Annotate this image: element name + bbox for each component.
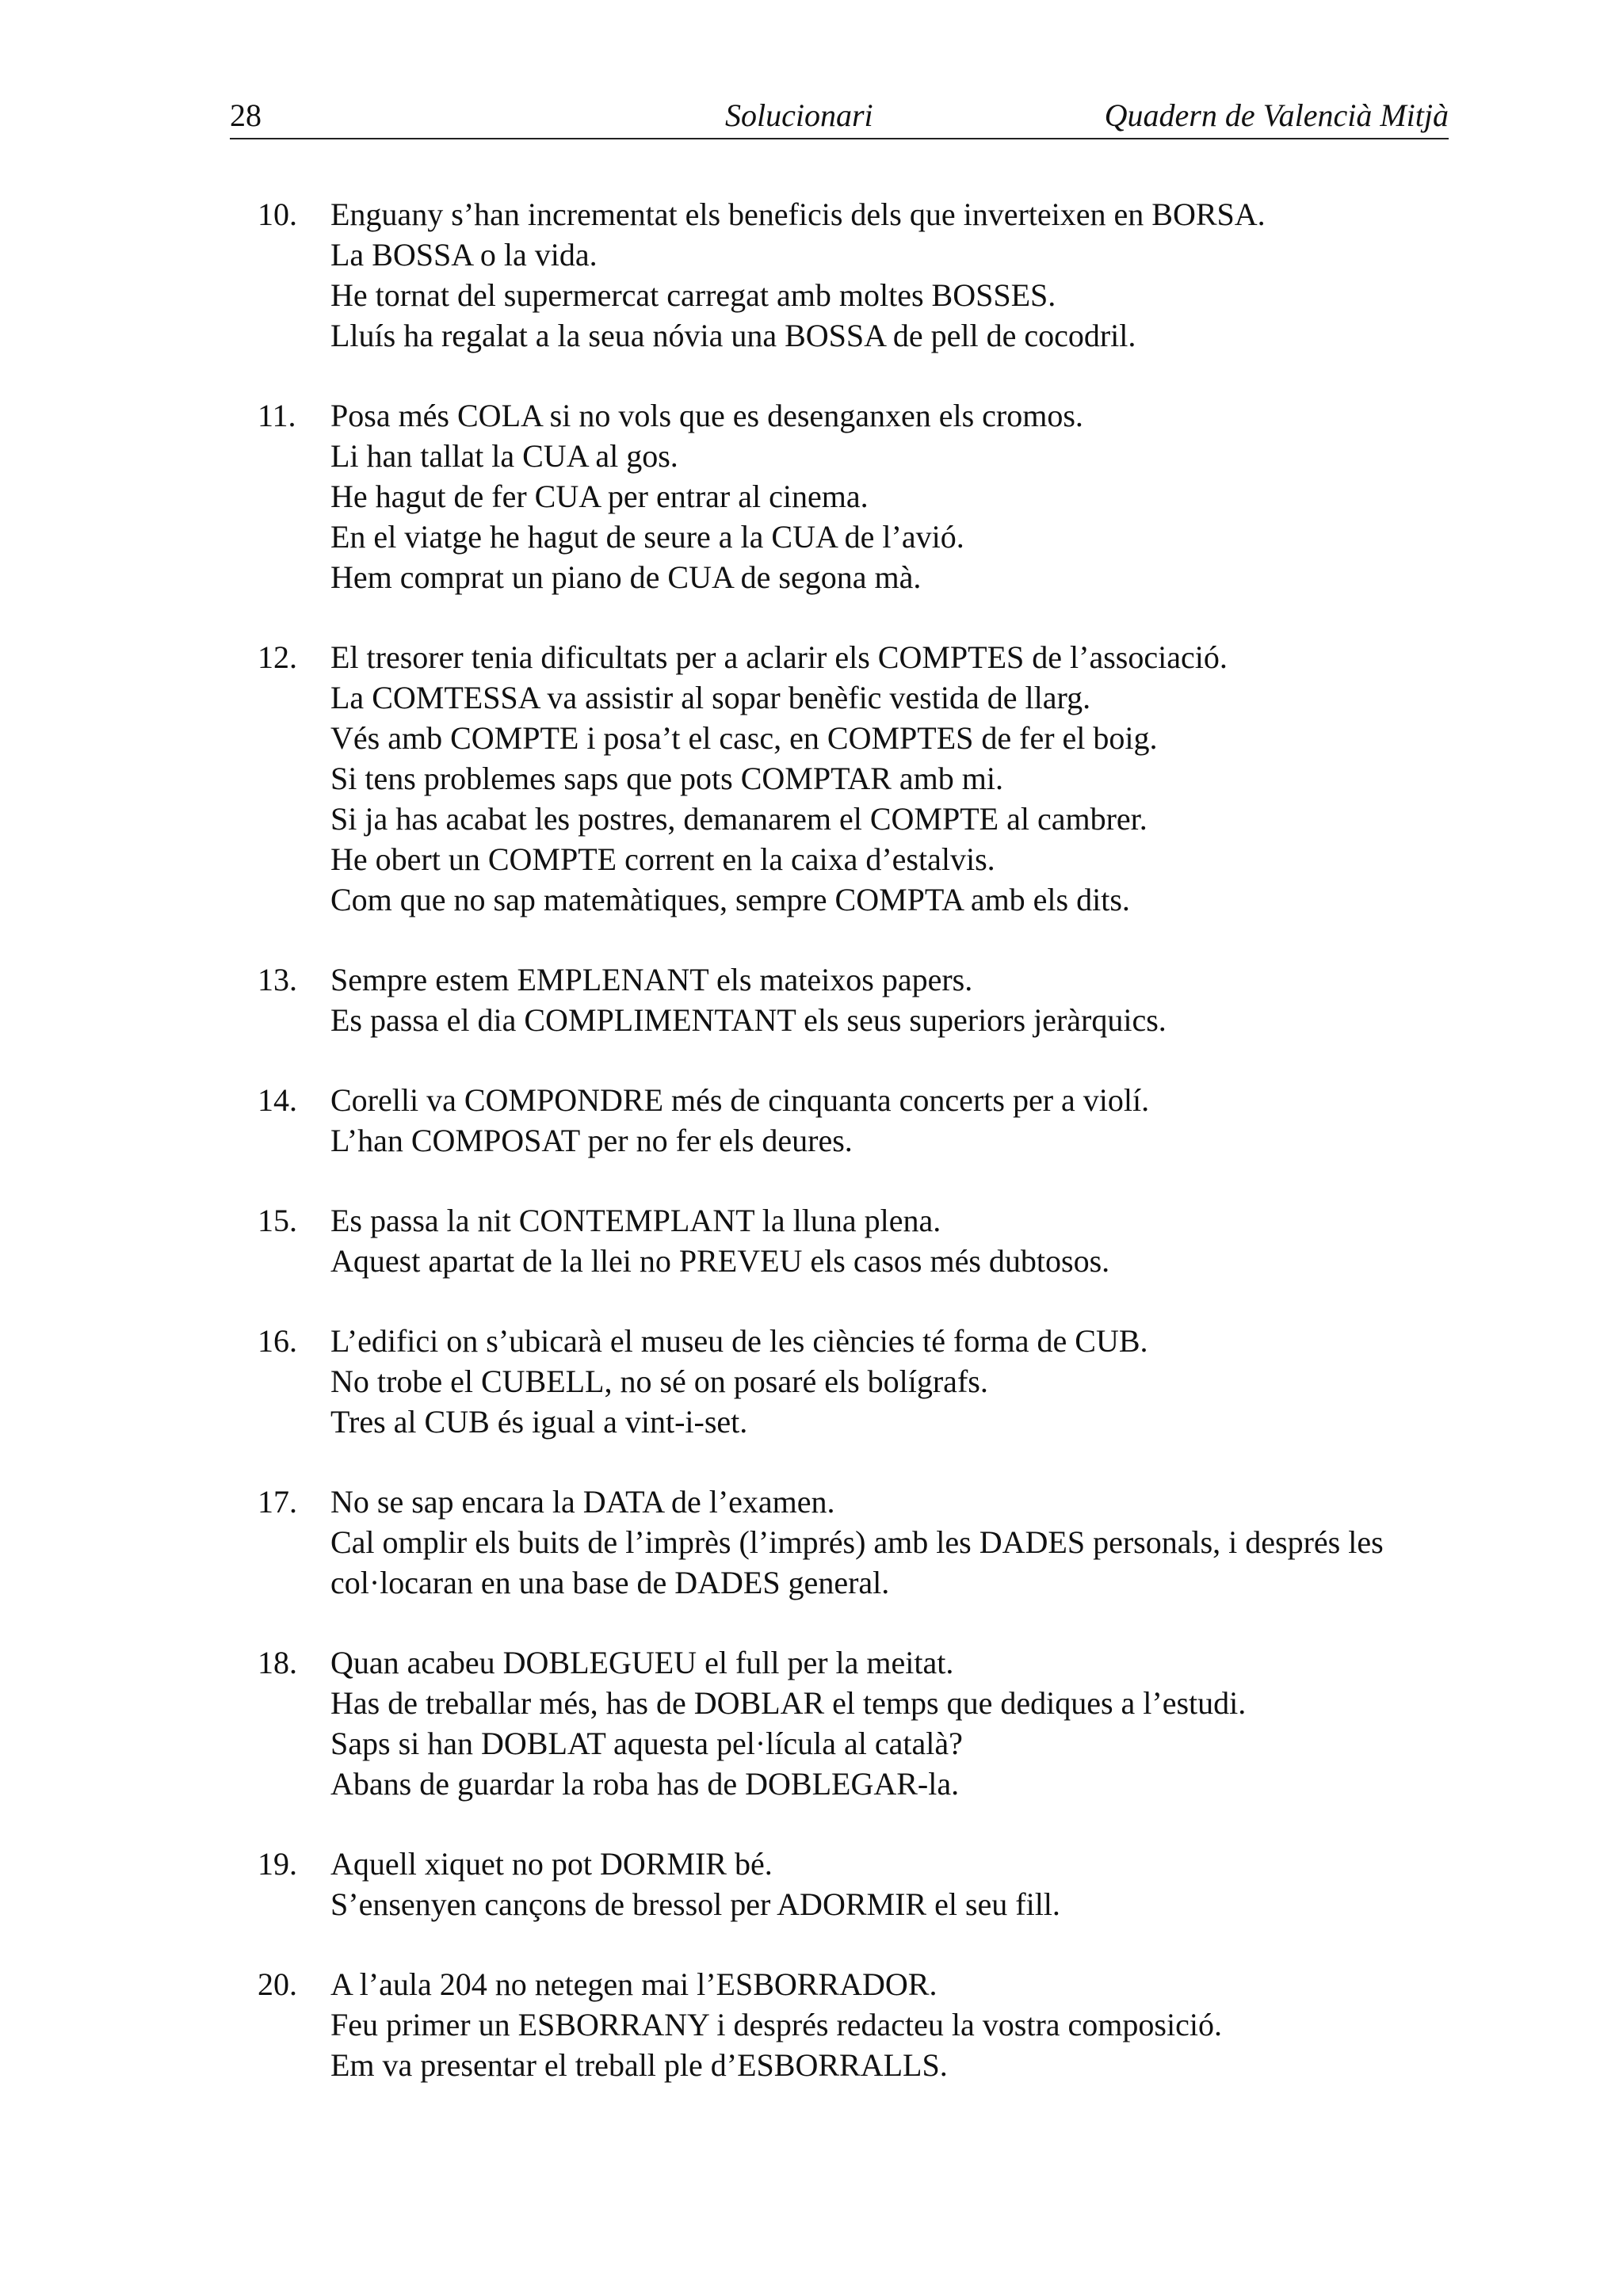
answer-sentence: En el viatge he hagut de seure a la CUA de l’avió. bbox=[330, 519, 964, 555]
answer-sentence: S’ensenyen cançons de bressol per ADORMIR el seu fill. bbox=[330, 1886, 1060, 1922]
answer-sentence: No se sap encara la DATA de l’examen. bbox=[330, 1484, 835, 1520]
answer-number: 19. bbox=[258, 1846, 297, 1882]
answer-sentence: Quan acabeu DOBLEGUEU el full per la meitat. bbox=[330, 1645, 954, 1680]
answer-sentence: L’edifici on s’ubicarà el museu de les ciències té forma de CUB. bbox=[330, 1323, 1148, 1359]
section-title: Solucionari bbox=[725, 97, 873, 133]
answer-item bbox=[258, 395, 1462, 597]
answer-sentence: He hagut de fer CUA per entrar al cinema. bbox=[330, 479, 869, 514]
answer-item bbox=[258, 1964, 1462, 2085]
answer-sentence: Es passa el dia COMPLIMENTANT els seus superiors jeràrquics. bbox=[330, 1002, 1167, 1038]
answer-sentence: Hem comprat un piano de CUA de segona mà. bbox=[330, 559, 922, 595]
answer-item bbox=[258, 1844, 1462, 1924]
answer-sentence: La BOSSA o la vida. bbox=[330, 237, 598, 273]
page-number: 28 bbox=[230, 97, 262, 133]
answer-sentence: La COMTESSA va assistir al sopar benèfic vestida de llarg. bbox=[330, 680, 1091, 715]
answer-sentence: Enguany s’han incrementat els beneficis dels que inverteixen en BORSA. bbox=[330, 196, 1266, 232]
book-title: Quadern de Valencià Mitjà bbox=[1104, 97, 1449, 133]
answer-sentence: Sempre estem EMPLENANT els mateixos papers. bbox=[330, 962, 973, 997]
answer-sentence: Com que no sap matemàtiques, sempre COMPTA amb els dits. bbox=[330, 882, 1130, 917]
answer-sentence: Si ja has acabat les postres, demanarem el COMPTE al cambrer. bbox=[330, 801, 1148, 837]
answer-item bbox=[258, 1080, 1462, 1161]
answer-sentence: He tornat del supermercat carregat amb moltes BOSSES. bbox=[330, 277, 1056, 313]
answer-item bbox=[258, 959, 1462, 1040]
answer-sentence: Corelli va COMPONDRE més de cinquanta concerts per a violí. bbox=[330, 1082, 1150, 1118]
answer-item bbox=[258, 194, 1462, 356]
answer-number: 16. bbox=[258, 1323, 297, 1359]
answer-sentence: Feu primer un ESBORRANY i després redacteu la vostra composició. bbox=[330, 2007, 1222, 2042]
answer-sentence: Aquell xiquet no pot DORMIR bé. bbox=[330, 1846, 773, 1882]
answer-item bbox=[258, 1642, 1462, 1804]
answer-sentence: Si tens problemes saps que pots COMPTAR amb mi. bbox=[330, 761, 1004, 796]
answer-sentence: L’han COMPOSAT per no fer els deures. bbox=[330, 1123, 853, 1158]
answer-item bbox=[258, 637, 1462, 920]
answer-sentence: Em va presentar el treball ple d’ESBORRALLS. bbox=[330, 2047, 948, 2083]
page-header bbox=[230, 93, 1449, 139]
answer-sentence: Es passa la nit CONTEMPLANT la lluna plena. bbox=[330, 1203, 941, 1238]
answer-item bbox=[258, 1200, 1462, 1281]
answer-sentence: Cal omplir els buits de l’imprès (l’imprés) amb les DADES personals, i després les bbox=[330, 1524, 1384, 1560]
answer-sentence: No trobe el CUBELL, no sé on posaré els bolígrafs. bbox=[330, 1363, 988, 1399]
answer-sentence: Li han tallat la CUA al gos. bbox=[330, 438, 678, 474]
answer-number: 15. bbox=[258, 1203, 297, 1238]
answer-sentence: Vés amb COMPTE i posa’t el casc, en COMPTES de fer el boig. bbox=[330, 720, 1158, 756]
answer-item bbox=[258, 1321, 1462, 1442]
answer-sentence: Saps si han DOBLAT aquesta pel·lícula al català? bbox=[330, 1726, 963, 1761]
answer-number: 17. bbox=[258, 1484, 297, 1520]
answer-sentence: He obert un COMPTE corrent en la caixa d’estalvis. bbox=[330, 841, 995, 877]
answer-sentence: Lluís ha regalat a la seua nóvia una BOSSA de pell de cocodril. bbox=[330, 318, 1136, 353]
answer-number: 13. bbox=[258, 962, 297, 997]
answer-sentence: A l’aula 204 no netegen mai l’ESBORRADOR. bbox=[330, 1966, 938, 2002]
answer-number: 20. bbox=[258, 1966, 297, 2002]
answer-item bbox=[258, 1482, 1462, 1603]
answer-sentence: Has de treballar més, has de DOBLAR el temps que dediques a l’estudi. bbox=[330, 1685, 1247, 1721]
answer-sentence: Tres al CUB és igual a vint-i-set. bbox=[330, 1404, 748, 1440]
answer-number: 12. bbox=[258, 639, 297, 675]
answer-sentence: Posa més COLA si no vols que es desenganxen els cromos. bbox=[330, 398, 1083, 433]
answer-number: 10. bbox=[258, 196, 297, 232]
answer-sentence: El tresorer tenia dificultats per a aclarir els COMPTES de l’associació. bbox=[330, 639, 1228, 675]
exercise-answers bbox=[258, 194, 1462, 2125]
answer-sentence: Abans de guardar la roba has de DOBLEGAR-la. bbox=[330, 1766, 960, 1802]
answer-number: 18. bbox=[258, 1645, 297, 1680]
answer-number: 11. bbox=[258, 398, 296, 433]
answer-sentence: Aquest apartat de la llei no PREVEU els casos més dubtosos. bbox=[330, 1243, 1110, 1279]
answer-number: 14. bbox=[258, 1082, 297, 1118]
answer-sentence: col·locaran en una base de DADES general. bbox=[330, 1565, 890, 1600]
